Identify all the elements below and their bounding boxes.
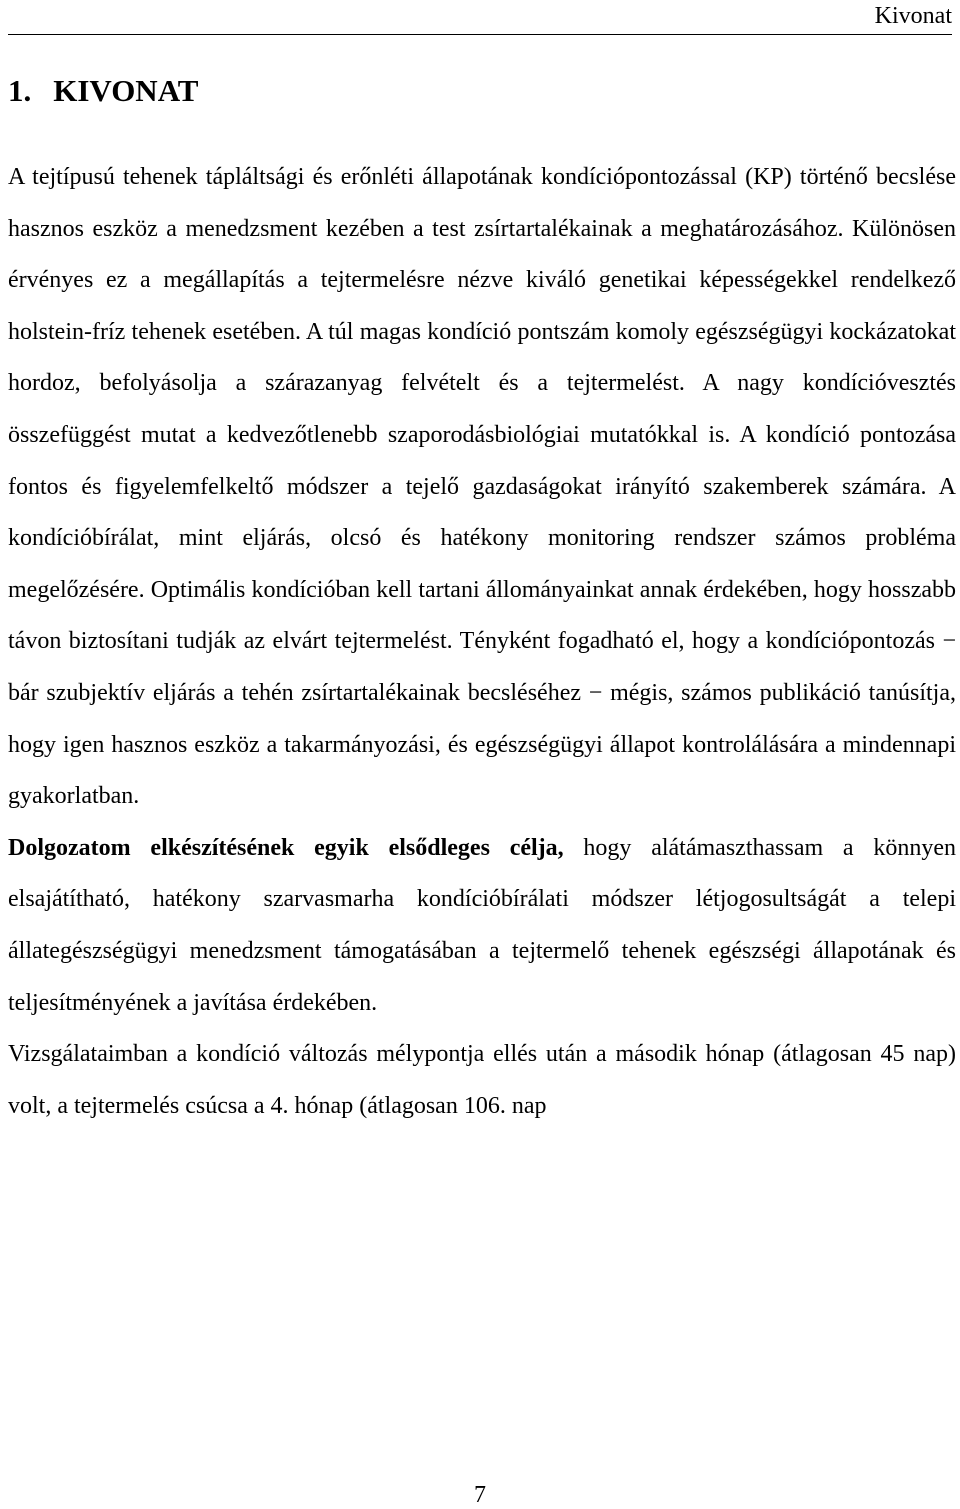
paragraph-aim-text: hogy alátámaszthassam a könnyen elsajátítható, hatékony szarvasmarha kondícióbírálati módszer létjogosultságát a telepi állategészségügyi menedzsment támogatásában a tejtermelő tehenek egészségi állapotának és teljesítményének a javítása érdekében. [8,834,956,1016]
paragraph-aim-bold-lead: Dolgozatom elkészítésének egyik elsődleges célja, [8,834,564,861]
page-number: 7 [474,1482,486,1508]
running-header-title: Kivonat [874,3,952,29]
paragraph-aim [8,823,956,1029]
running-header [8,0,952,35]
abstract-body [8,152,956,1132]
paragraph-intro: A tejtípusú tehenek tápláltsági és erőnléti állapotának kondíciópontozással (KP) történő becslése hasznos eszköz a menedzsment kezében a test zsírtartalékainak a meghatározásához. Különösen érvényes ez a megállapítás a tejtermelésre nézve kiváló genetikai képességekkel rendelkező holstein-fríz tehenek esetében. A túl magas kondíció pontszám komoly egészségügyi kockázatokat hordoz, befolyásolja a szárazanyag felvételt és a tejtermelést. A nagy kondícióvesztés összefüggést mutat a kedvezőtlenebb szaporodásbiológiai mutatókkal is. A kondíció pontozása fontos és figyelemfelkeltő módszer a tejelő gazdaságokat irányító szakemberek számára. A kondícióbírálat, mint eljárás, olcsó és hatékony monitoring rendszer számos probléma megelőzésére. Optimális kondícióban kell tartani állományainkat annak érdekében, hogy hosszabb távon biztosítani tudják az elvárt tejtermelést. Tényként fogadható el, hogy a kondíciópontozás − bár szubjektív eljárás a tehén zsírtartalékainak becsléséhez − mégis, számos publikáció tanúsítja, hogy igen hasznos eszköz a takarmányozási, és egészségügyi állapot kontrolálására a mindennapi gyakorlatban. [8,164,956,810]
chapter-title-text: KIVONAT [53,73,199,108]
chapter-number: 1. [8,73,32,108]
chapter-title [8,72,198,110]
paragraph-results: Vizsgálataimban a kondíció változás mélypontja ellés után a második hónap (átlagosan 45 nap) volt, a tejtermelés csúcsa a 4. hónap (átlagosan 106. nap [8,1041,956,1119]
